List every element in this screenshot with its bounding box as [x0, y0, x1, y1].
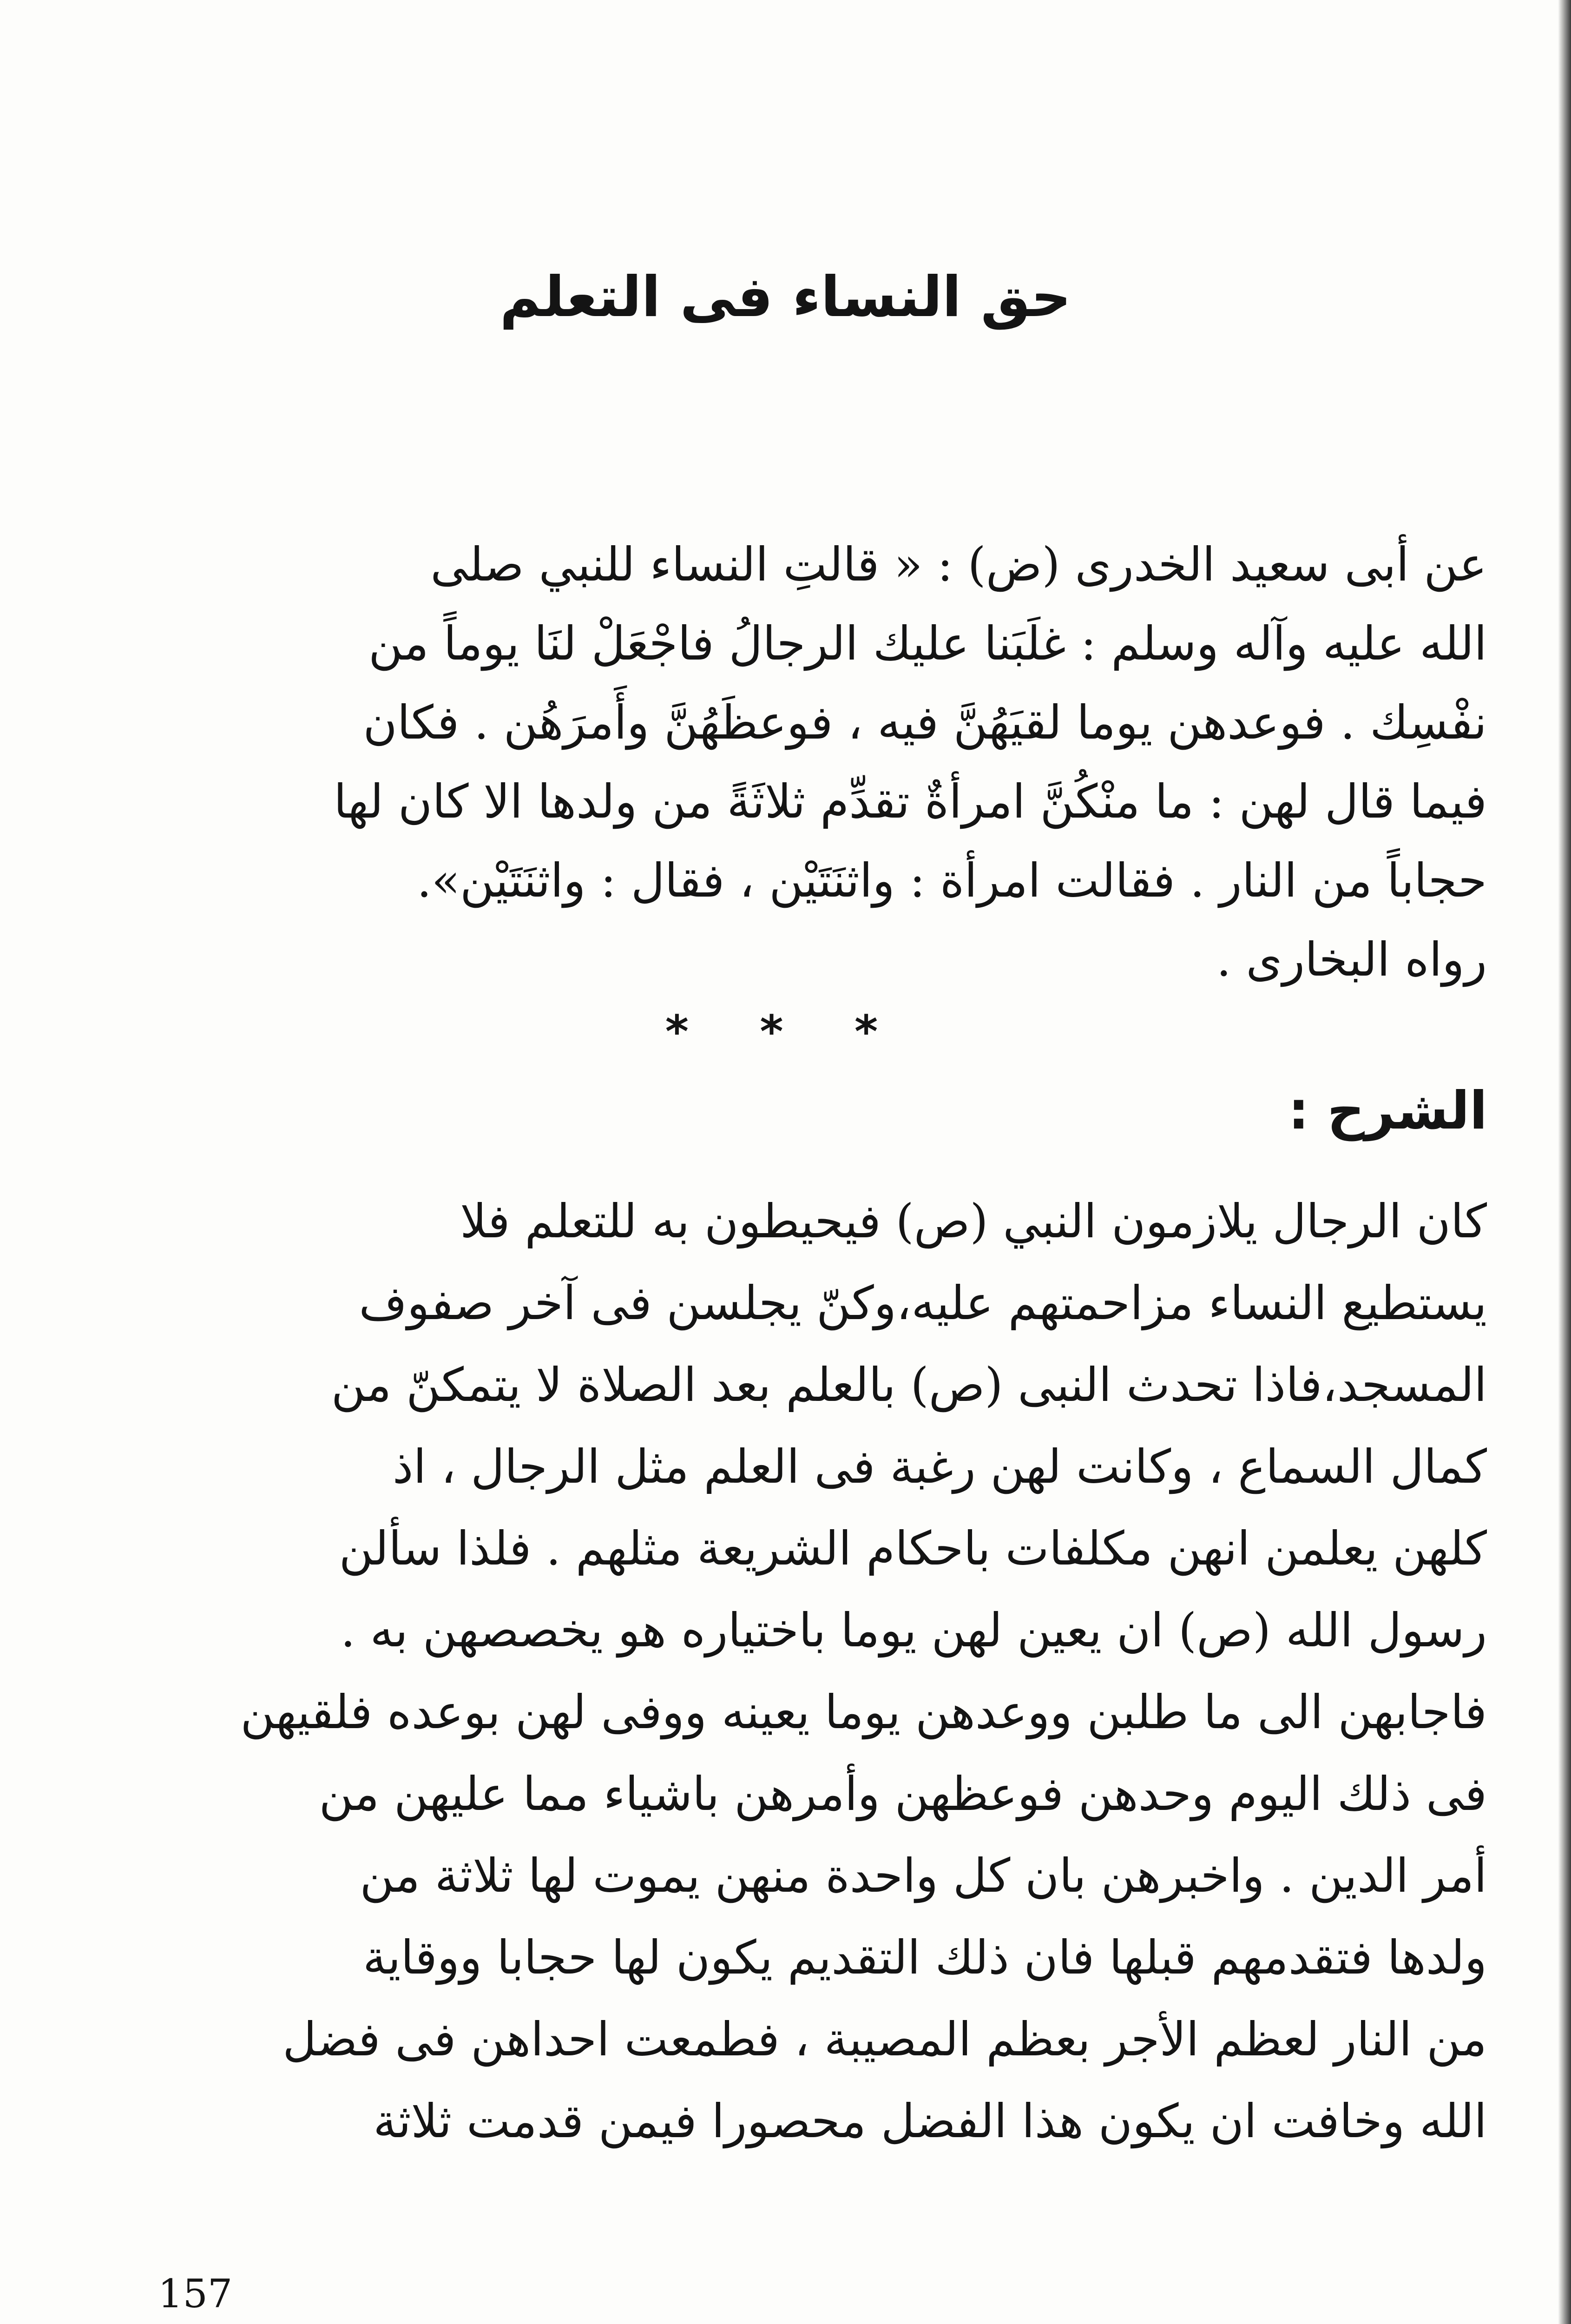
- commentary-line: كلهن يعلمن انهن مكلفات باحكام الشريعة مثلهم . فلذا سألن: [339, 1521, 1487, 1576]
- page-edge-shadow: [1558, 0, 1571, 2324]
- hadith-line: نفْسِك . فوعدهن يوما لقيَهُنَّ فيه ، فوعظَهُنَّ وأَمرَهُن . فكان: [363, 695, 1487, 750]
- section-separator: * * *: [665, 1006, 906, 1058]
- page-number: 157: [158, 2271, 233, 2317]
- commentary-line: رسول الله (ص) ان يعين لهن يوما باختياره هو يخصصهن به .: [340, 1603, 1487, 1657]
- hadith-line: عن أبى سعيد الخدرى (ض) : « قالتِ النساء للنبي صلى: [430, 537, 1487, 592]
- commentary-line: كان الرجال يلازمون النبي (ص) فيحيطون به للتعلم فلا: [460, 1194, 1487, 1248]
- hadith-line: فيما قال لهن : ما منْكُنَّ امرأةٌ تقدِّم ثلاثَةً من ولدها الا كان لها: [334, 774, 1487, 829]
- commentary-line: فاجابهن الى ما طلبن ووعدهن يوما يعينه ووفى لهن بوعده فلقيهن: [240, 1685, 1487, 1739]
- commentary-line: من النار لعظم الأجر بعظم المصيبة ، فطمعت احداهن فى فضل: [283, 2012, 1487, 2067]
- commentary-line: الله وخافت ان يكون هذا الفضل محصورا فيمن قدمت ثلاثة: [373, 2094, 1487, 2148]
- hadith-line: رواه البخارى .: [1216, 932, 1487, 987]
- hadith-line: الله عليه وآله وسلم : غلَبَنا عليك الرجالُ فاجْعَلْ لنَا يوماً من: [368, 616, 1487, 671]
- commentary-text: [158, 1181, 1487, 2162]
- hadith-text: [158, 525, 1487, 999]
- commentary-line: ولدها فتقدمهم قبلها فان ذلك التقديم يكون لها حجابا ووقاية: [363, 1930, 1487, 1985]
- commentary-line: أمر الدين . واخبرهن بان كل واحدة منهن يموت لها ثلاثة من: [360, 1849, 1487, 1903]
- page-title: حق النساء فى التعلم: [500, 265, 1071, 330]
- commentary-line: كمال السماع ، وكانت لهن رغبة فى العلم مثل الرجال ، اذ: [392, 1439, 1487, 1494]
- section-heading: الشرح :: [1288, 1081, 1487, 1141]
- hadith-line: حجاباً من النار . فقالت امرأة : واثنَتَيْن ، فقال : واثنَتَيْن».: [417, 853, 1487, 908]
- commentary-line: يستطيع النساء مزاحمتهم عليه،وكنّ يجلسن فى آخر صفوف: [359, 1276, 1487, 1330]
- commentary-line: المسجد،فاذا تحدث النبى (ص) بالعلم بعد الصلاة لا يتمكنّ من: [331, 1358, 1487, 1412]
- commentary-line: فى ذلك اليوم وحدهن فوعظهن وأمرهن باشياء مما عليهن من: [319, 1767, 1487, 1821]
